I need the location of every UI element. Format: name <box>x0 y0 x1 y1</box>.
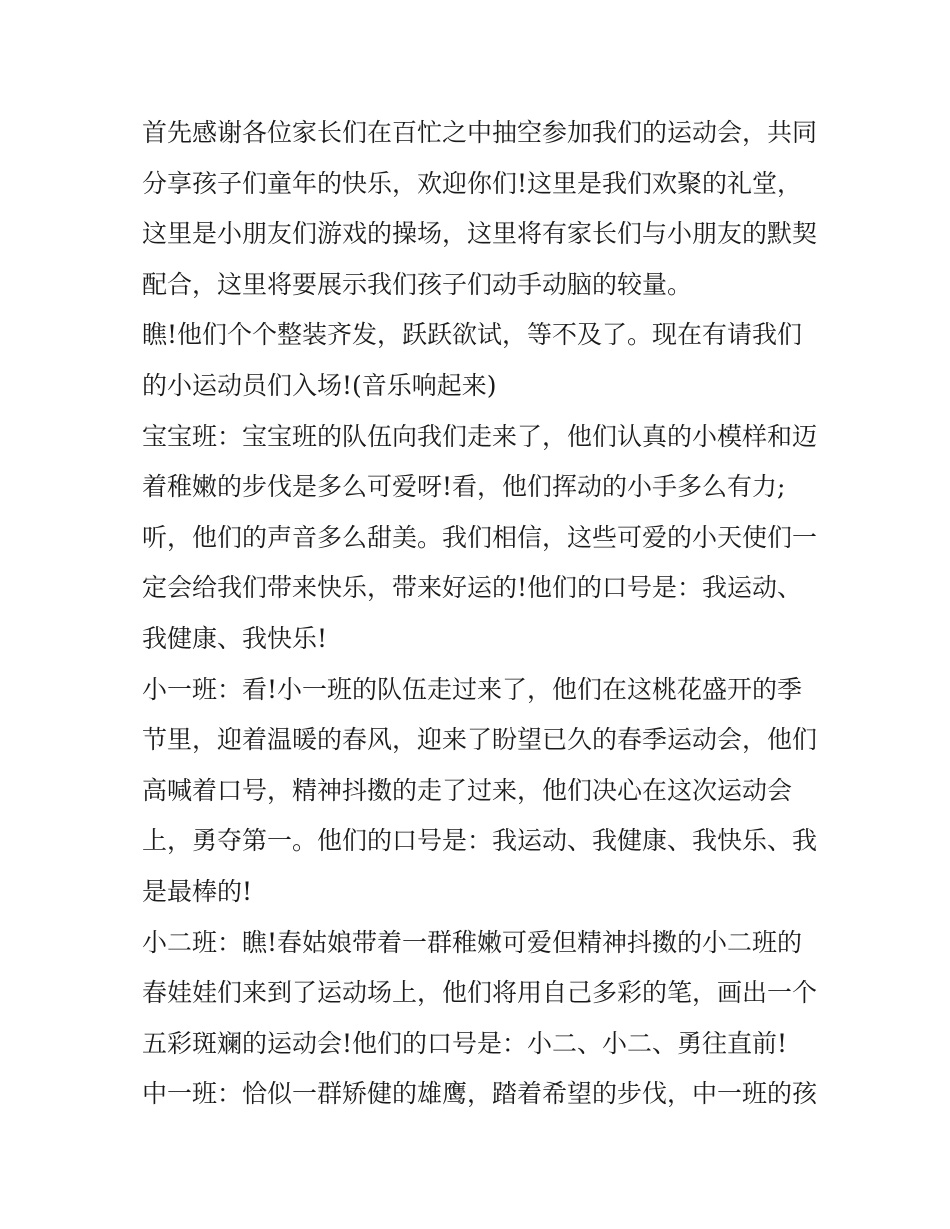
text-line: 高喊着口号，精神抖擞的走了过来，他们决心在这次运动会 <box>142 775 793 805</box>
text-line: 节里，迎着温暖的春风，迎来了盼望已久的春季运动会，他们 <box>142 725 818 755</box>
text-line: 我健康、我快乐! <box>142 623 328 653</box>
text-line: 着稚嫩的步伐是多么可爱呀!看，他们挥动的小手多么有力; <box>142 472 786 502</box>
text-line: 小二班：瞧!春姑娘带着一群稚嫩可爱但精神抖擞的小二班的 <box>142 927 803 957</box>
text-line: 定会给我们带来快乐，带来好运的!他们的口号是：我运动、 <box>142 573 803 603</box>
text-body <box>142 108 822 1120</box>
text-line: 春娃娃们来到了运动场上，他们将用自己多彩的笔，画出一个 <box>142 978 818 1008</box>
text-line: 中一班：恰似一群矫健的雄鹰，踏着希望的步伐，中一班的孩 <box>142 1079 818 1109</box>
text-line: 的小运动员们入场!(音乐响起来) <box>142 370 497 400</box>
text-line: 宝宝班：宝宝班的队伍向我们走来了，他们认真的小模样和迈 <box>142 421 818 451</box>
text-line: 五彩斑斓的运动会!他们的口号是：小二、小二、勇往直前! <box>142 1028 788 1058</box>
text-line: 是最棒的! <box>142 876 253 906</box>
text-line: 分享孩子们童年的快乐，欢迎你们!这里是我们欢聚的礼堂， <box>142 168 803 198</box>
text-line: 这里是小朋友们游戏的操场，这里将有家长们与小朋友的默契 <box>142 219 818 249</box>
text-line: 配合，这里将要展示我们孩子们动手动脑的较量。 <box>142 269 693 299</box>
text-line: 小一班：看!小一班的队伍走过来了，他们在这桃花盛开的季 <box>142 674 803 704</box>
text-line: 听，他们的声音多么甜美。我们相信，这些可爱的小天使们一 <box>142 522 818 552</box>
text-line: 上，勇夺第一。他们的口号是：我运动、我健康、我快乐、我 <box>142 826 818 856</box>
text-line: 瞧!他们个个整装齐发，跃跃欲试，等不及了。现在有请我们 <box>142 320 803 350</box>
text-line: 首先感谢各位家长们在百忙之中抽空参加我们的运动会，共同 <box>142 118 818 147</box>
